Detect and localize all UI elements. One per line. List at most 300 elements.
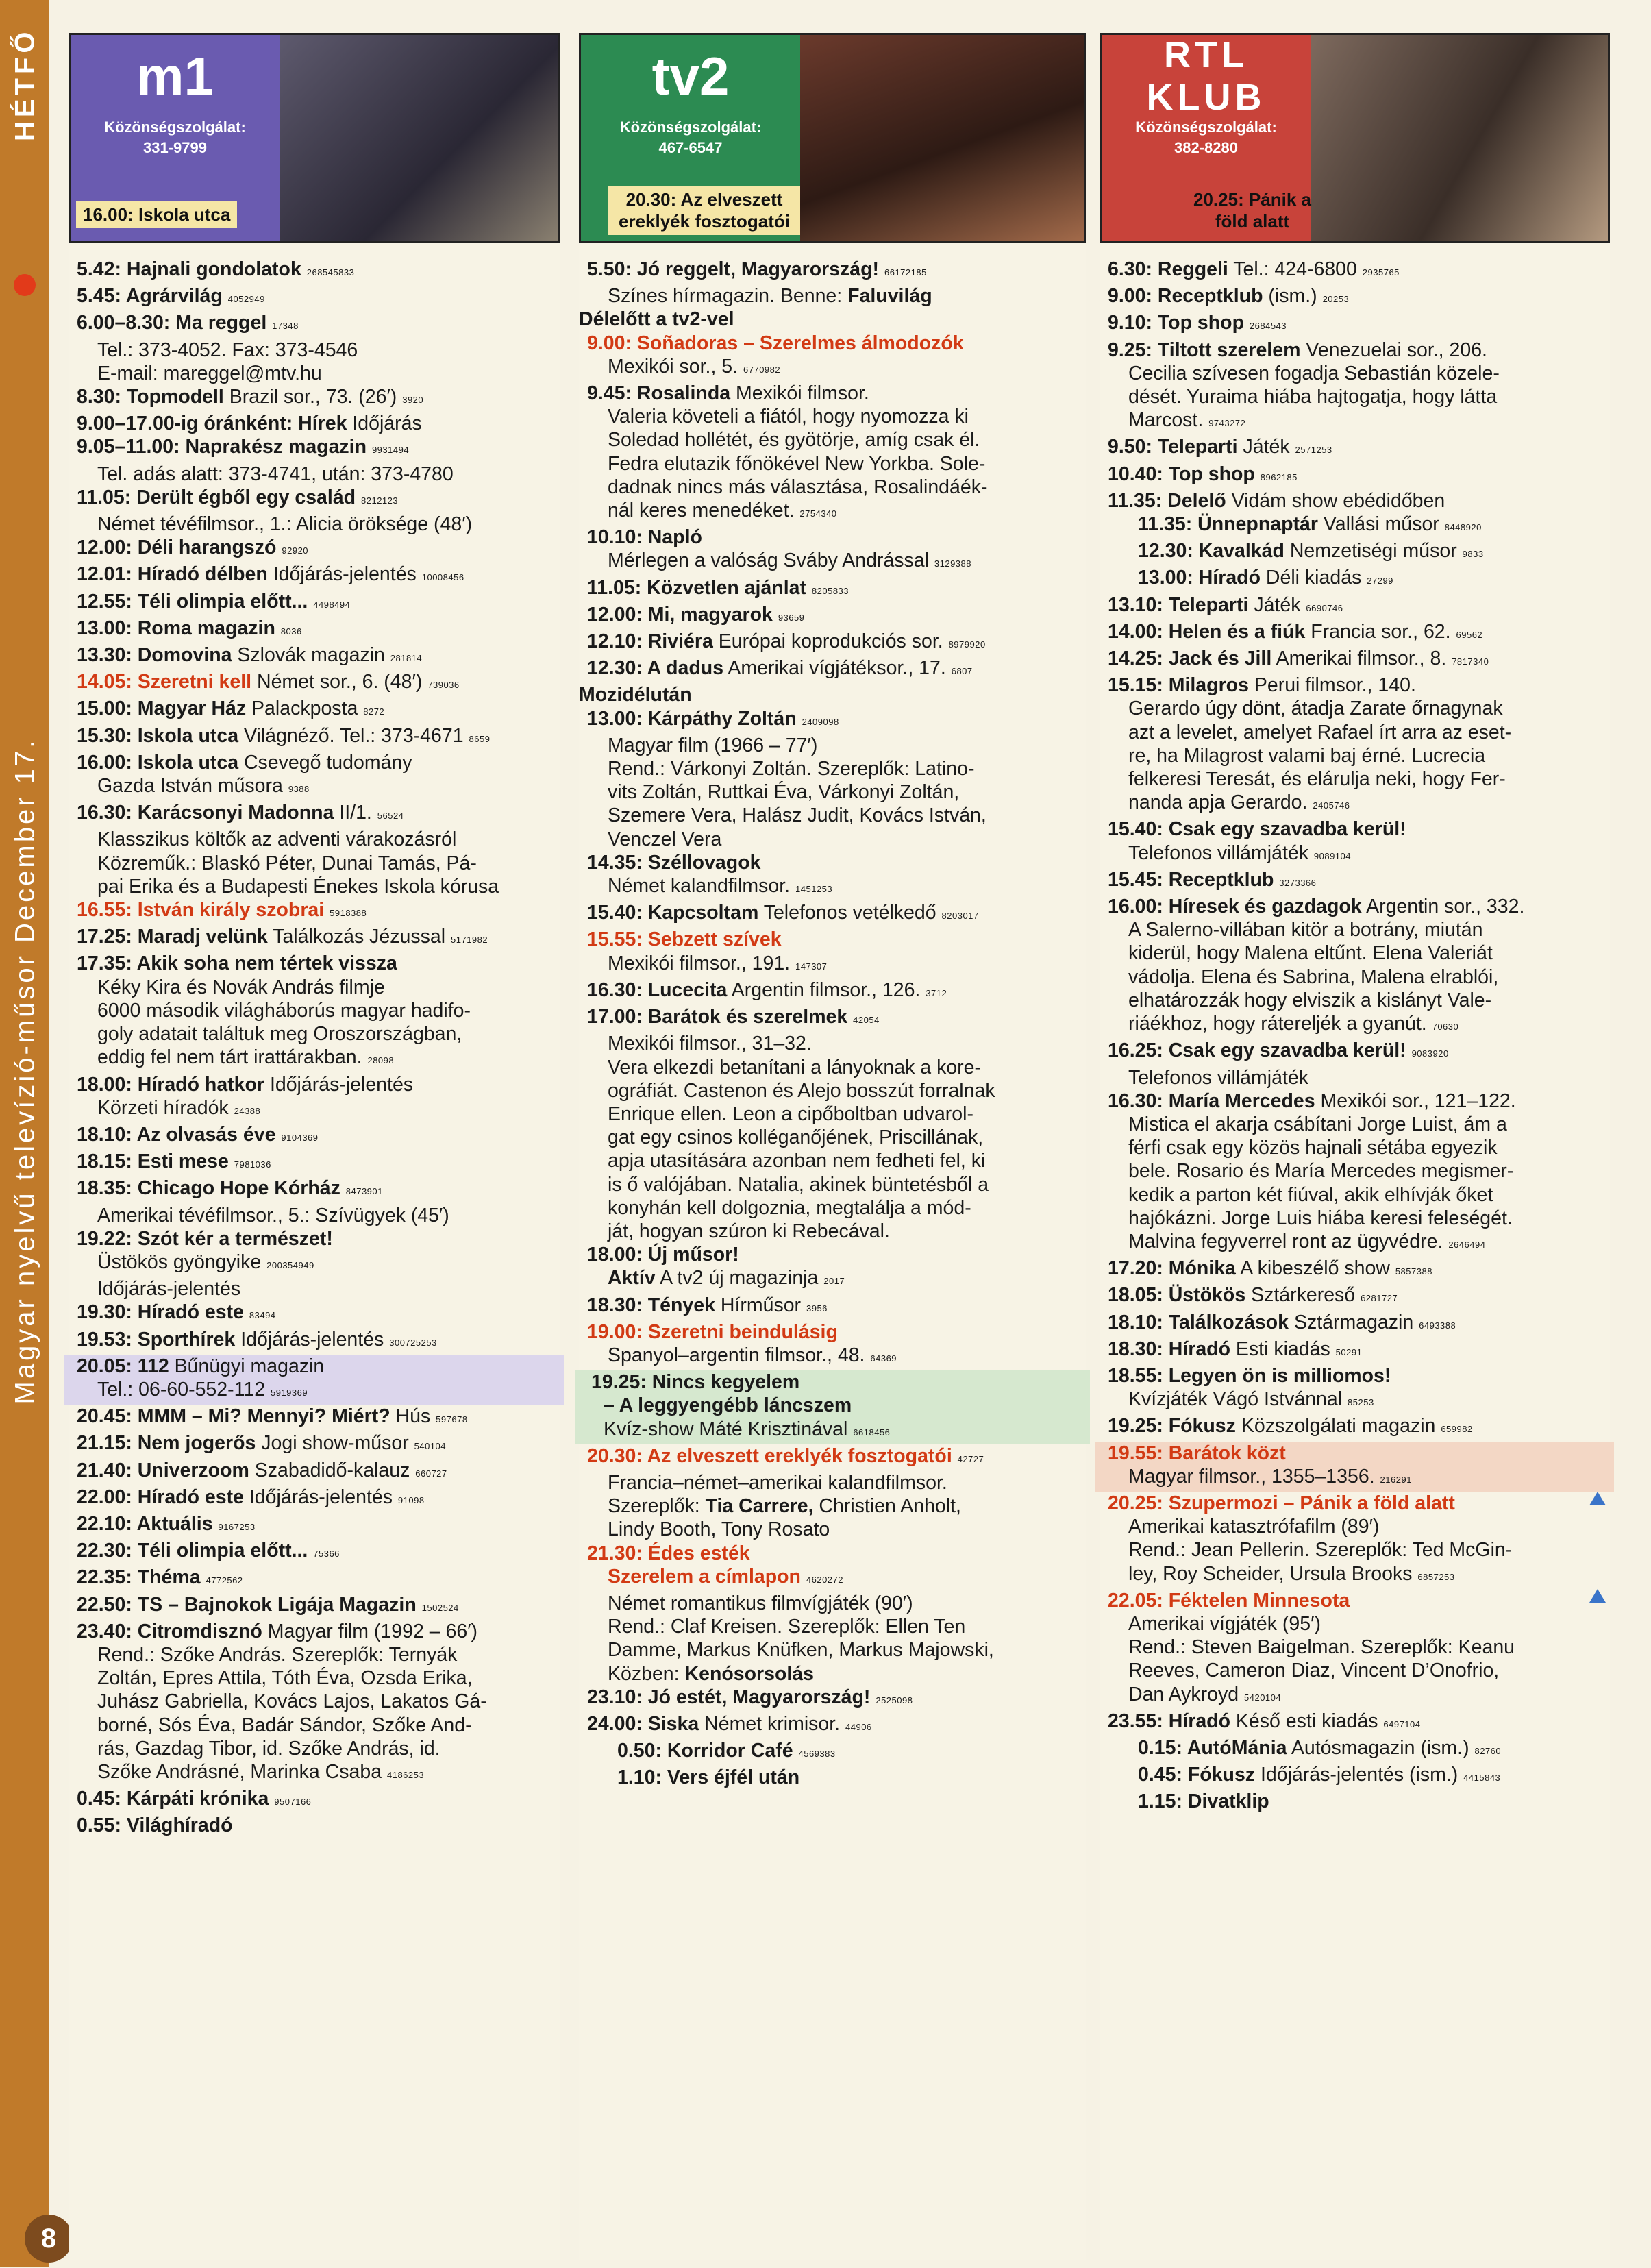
program-entry (69, 1512, 560, 1539)
program-entry (69, 1737, 560, 1760)
program-title: 12.00: Déli harangszó (77, 537, 277, 559)
program-description: Szlovák magazin (237, 644, 385, 667)
program-title: 11.35: Ünnepnaptár (1138, 513, 1318, 536)
program-description: Cecilia szívesen fogadja Sebastián közele- (1128, 362, 1500, 384)
program-description: E-mail: mareggel@mtv.hu (97, 362, 322, 384)
program-entry (69, 1431, 560, 1458)
channel-logo: m1 (136, 45, 214, 106)
program-entry (69, 697, 560, 724)
program-description: Európai koprodukciós sor. (718, 630, 943, 653)
showview-code: 147307 (795, 961, 828, 972)
program-description: Enrique ellen. Leon a cipőboltban udvarol- (608, 1102, 973, 1125)
program-title: 16.00: Híresek és gazdagok (1108, 896, 1362, 918)
program-entry (69, 1277, 560, 1301)
showview-code: 2017 (823, 1276, 845, 1287)
showview-code: 2754340 (799, 508, 837, 519)
program-entry (69, 898, 560, 925)
program-entry (579, 1294, 1086, 1320)
program-entry (1100, 1790, 1610, 1813)
program-description: re, ha Milagrost valami baj érné. Lucrecia (1128, 744, 1486, 767)
program-entry (1100, 647, 1610, 674)
program-description: Rend.: Szőke András. Szereplők: Ternyák (97, 1643, 458, 1666)
program-entry (1100, 1283, 1610, 1310)
program-description: Színes hírmagazin. Benne: (608, 285, 843, 308)
program-description: Damme, Markus Knüfken, Markus Majowski, (608, 1639, 994, 1662)
program-entry (579, 757, 1086, 780)
program-description: férfi csak egy közös hajnali sétába egyezik (1128, 1137, 1498, 1159)
program-description: Marcost. (1128, 409, 1204, 432)
showview-code: 8036 (280, 626, 302, 637)
program-entry (1100, 385, 1610, 408)
program-entry (579, 1662, 1086, 1686)
showview-code: 20253 (1322, 294, 1350, 305)
program-entry (579, 308, 1086, 331)
program-entry (579, 1266, 1086, 1293)
program-entry (69, 1150, 560, 1176)
program-title: 8.30: Topmodell (77, 386, 224, 408)
program-entry (1100, 895, 1610, 918)
program-description: Mérlegen a valóság Sváby Andrással (608, 550, 929, 572)
program-entry (1100, 435, 1610, 462)
program-entry (69, 1046, 560, 1072)
program-title: 9.45: Rosalinda (587, 382, 731, 405)
program-entry (1100, 1311, 1610, 1338)
showview-code: 9388 (288, 784, 310, 795)
program-title: 5.42: Hajnali gondolatok (77, 258, 301, 280)
program-description: gat egy csinos kolléganőjének, Priscillának, (608, 1126, 984, 1149)
program-entry (1100, 1364, 1610, 1388)
program-description: Esti kiadás (1235, 1338, 1330, 1360)
program-description: Kvízjáték Vágó Istvánnal (1128, 1388, 1343, 1411)
showview-code: 216291 (1380, 1474, 1412, 1485)
program-title: 22.35: Théma (77, 1566, 201, 1589)
program-title: 12.10: Riviéra (587, 630, 713, 653)
program-title: 0.15: AutóMánia (1138, 1736, 1287, 1759)
program-entry (579, 405, 1086, 428)
program-description: vádolja. Elena és Sabrina, Malena elrablói, (1128, 965, 1499, 988)
showview-code: 268545833 (306, 267, 355, 278)
showview-code: 200354949 (266, 1259, 314, 1270)
program-description: elhatározzák hogy elviszik a kislányt Vale- (1128, 989, 1492, 1011)
program-description: Szereplők: (608, 1495, 700, 1518)
program-description: borné, Sós Éva, Badár Sándor, Szőke And- (97, 1714, 472, 1736)
showview-code: 17348 (272, 321, 299, 332)
program-description: Tel. adás alatt: 373-4741, után: 373-4780 (97, 463, 454, 485)
program-description: Soledad hollétét, és gyötörje, amíg csak él. (608, 429, 980, 452)
program-entry (69, 284, 560, 311)
program-entry (579, 1494, 1086, 1518)
program-entry (579, 603, 1086, 630)
program-entry (1100, 989, 1610, 1012)
program-entry (1100, 1710, 1610, 1736)
showview-code: 281814 (390, 653, 423, 664)
program-description: Sztárkereső (1251, 1284, 1356, 1307)
program-entry (69, 1787, 560, 1814)
showview-code: 4415843 (1463, 1773, 1501, 1784)
program-entry (1100, 362, 1610, 385)
showview-code: 1451253 (795, 884, 833, 895)
program-entry (1100, 408, 1610, 435)
program-description: Argentin filmsor., 126. (731, 978, 921, 1001)
showview-code: 2525098 (876, 1694, 913, 1705)
program-title: 16.30: María Mercedes (1108, 1089, 1315, 1112)
program-entry (69, 385, 560, 412)
program-entry (579, 1149, 1086, 1172)
program-title: 23.10: Jó estét, Magyarország! (587, 1686, 871, 1708)
showview-code: 4052949 (227, 294, 265, 305)
service-label: Közönségszolgálat: (104, 119, 246, 136)
program-entry (579, 1344, 1086, 1370)
showview-code: 2409098 (802, 716, 839, 727)
program-entry (1095, 1465, 1614, 1492)
program-entry (1100, 338, 1610, 362)
program-entry (579, 526, 1086, 549)
program-entry (579, 1712, 1086, 1739)
program-description: azt a levelet, amelyet Rafael írt arra az eset- (1128, 721, 1512, 743)
program-description: Időjárás-jelentés (240, 1328, 384, 1351)
program-entry (69, 724, 560, 751)
program-entry (579, 1032, 1086, 1055)
showview-code: 2646494 (1448, 1239, 1486, 1250)
program-description: Időjárás (352, 412, 422, 435)
program-entry (579, 258, 1086, 284)
program-entry (64, 1378, 564, 1405)
showview-code: 42054 (853, 1015, 880, 1026)
program-description: Autósmagazin (ism.) (1291, 1736, 1469, 1759)
program-title: 9.00: Receptklub (1108, 285, 1263, 308)
program-title: 21.40: Univerzoom (77, 1459, 249, 1481)
service-phone: 467-6547 (658, 139, 723, 156)
program-title: 24.00: Siska (587, 1712, 699, 1735)
program-entry (69, 1814, 560, 1837)
program-title: 22.00: Híradó este (77, 1486, 244, 1508)
program-description: vits Zoltán, Ruttkai Éva, Várkonyi Zoltán, (608, 781, 960, 804)
program-entry (579, 630, 1086, 656)
program-entry (579, 780, 1086, 804)
program-title: – A leggyengébb láncszem (604, 1394, 852, 1417)
program-title: 19.00: Szeretni beindulásig (587, 1320, 838, 1343)
showview-code: 5171982 (451, 935, 488, 946)
program-description: Rend.: Steven Baigelman. Szereplők: Keanu (1128, 1636, 1515, 1659)
program-entry (69, 801, 560, 828)
program-title: 11.05: Közvetlen ajánlat (587, 576, 806, 599)
program-entry (64, 1355, 564, 1378)
program-title: 15.40: Kapcsoltam (587, 902, 759, 924)
showview-code: 3129388 (934, 558, 971, 569)
program-description: Tel.: 06-60-552-112 (97, 1378, 266, 1401)
program-entry (69, 1566, 560, 1592)
program-entry (1100, 1562, 1610, 1589)
program-list (579, 243, 1086, 1790)
program-entry (1100, 1066, 1610, 1089)
program-title: 15.15: Milagros (1108, 674, 1249, 697)
program-entry (69, 643, 560, 670)
program-title: 12.30: Kavalkád (1138, 540, 1284, 563)
program-title: 18.30: Tények (587, 1294, 715, 1316)
program-title: 11.05: Derült égből egy család (77, 486, 356, 508)
program-entry (579, 1320, 1086, 1344)
program-description: Malvina fegyverrel ront az ügyvédre. (1128, 1230, 1443, 1253)
program-entry (1095, 1442, 1614, 1465)
program-description: Amerikai filmsor., 8. (1276, 648, 1447, 670)
program-description: Mexikói sor., 5. (608, 355, 738, 378)
program-entry (69, 952, 560, 975)
program-title: 15.00: Magyar Ház (77, 698, 247, 720)
program-entry (579, 1173, 1086, 1196)
program-entry (579, 734, 1086, 757)
showview-code: 660727 (415, 1468, 447, 1479)
program-title: 13.30: Domovina (77, 644, 232, 667)
showview-code: 6281727 (1361, 1293, 1398, 1304)
program-entry (579, 928, 1086, 951)
program-entry (1100, 258, 1610, 284)
program-entry (1100, 1414, 1610, 1441)
program-entry (579, 1518, 1086, 1541)
program-description: 6000 második világháborús magyar hadifo- (97, 999, 471, 1022)
program-entry (69, 1643, 560, 1666)
showview-code: 3273366 (1279, 877, 1317, 888)
program-entry (579, 1766, 1086, 1789)
red-dot-icon (14, 274, 36, 296)
program-list (1100, 243, 1610, 1814)
program-description: Időjárás-jelentés (269, 1073, 414, 1096)
program-entry (579, 1592, 1086, 1615)
program-title: 23.40: Citromdisznó (77, 1620, 262, 1642)
showview-code: 8205833 (811, 585, 849, 596)
program-description: kiderül, hogy Malena eltűnt. Elena Valeriát (1128, 942, 1493, 965)
program-entry (69, 1096, 560, 1123)
program-description: nanda apja Gerardo. (1128, 791, 1308, 814)
program-title: 9.25: Tiltott szerelem (1108, 338, 1301, 361)
program-title: 19.22: Szót kér a természet! (77, 1227, 333, 1250)
program-title: 19.55: Barátok közt (1108, 1442, 1286, 1464)
program-description: Szemere Vera, Halász Judit, Kovács István, (608, 804, 986, 827)
program-description: Szőke Andrásné, Marinka Csaba (97, 1760, 382, 1783)
program-title: 15.45: Receptklub (1108, 868, 1274, 891)
program-description: Venczel Vera (608, 828, 722, 850)
showview-code: 5857388 (1395, 1266, 1432, 1277)
program-entry (579, 284, 1086, 308)
program-description: is ő valójában. Natalia, akinek büntetésből a (608, 1173, 989, 1196)
program-entry (1100, 1636, 1610, 1659)
program-title: 18.15: Esti mese (77, 1150, 229, 1173)
program-title: 9.50: Teleparti (1108, 436, 1238, 458)
program-description: Közben: (608, 1662, 680, 1685)
program-entry (579, 952, 1086, 978)
program-entry (69, 1593, 560, 1620)
program-description: Vera elkezdi betanítani a lányoknak a kore- (608, 1056, 982, 1078)
program-title: 18.00: Híradó hatkor (77, 1073, 265, 1096)
program-description: Mistica el akarja csábítani Jorge Luist, ám a (1128, 1113, 1507, 1135)
program-entry (575, 1394, 1090, 1417)
showview-code: 5420104 (1244, 1692, 1282, 1703)
program-title: 15.30: Iskola utca (77, 724, 239, 747)
program-entry (579, 1739, 1086, 1766)
program-entry (69, 486, 560, 513)
program-title: 9.10: Top shop (1108, 312, 1244, 334)
program-entry (579, 901, 1086, 928)
program-entry (575, 1370, 1090, 1394)
program-entry (575, 1418, 1090, 1444)
program-title: 20.05: 112 (77, 1355, 169, 1377)
program-entry (1100, 868, 1610, 895)
program-description: Mexikói sor., 121–122. (1320, 1089, 1516, 1112)
program-title: 13.00: Híradó (1138, 567, 1261, 589)
program-entry (1100, 965, 1610, 989)
program-description: eddig fel nem tárt irattárakban. (97, 1046, 362, 1069)
program-entry (1100, 539, 1610, 566)
showview-code: 9083920 (1411, 1048, 1449, 1059)
showview-code: 82760 (1474, 1745, 1502, 1756)
program-description: Jogi show-műsor (261, 1432, 409, 1455)
program-description: Rend.: Várkonyi Zoltán. Szereplők: Latino- (608, 758, 975, 780)
program-entry (69, 875, 560, 898)
program-title: 0.45: Kárpáti krónika (77, 1788, 269, 1810)
showview-code: 10008456 (421, 572, 464, 583)
program-entry (69, 1227, 560, 1250)
program-title: 19.25: Nincs kegyelem (591, 1371, 800, 1394)
service-phone: 382-8280 (1174, 139, 1238, 156)
program-entry (1100, 1388, 1610, 1414)
program-description: rás, Gazdag Tibor, id. Szőke András, id. (97, 1737, 440, 1760)
program-entry (69, 751, 560, 774)
program-entry (69, 1123, 560, 1150)
program-entry (69, 1690, 560, 1713)
program-entry (579, 428, 1086, 452)
program-description: Brazil sor., 73. (26′) (229, 386, 397, 408)
program-description: Hús (395, 1405, 431, 1428)
promo-caption: 16.00: Iskola utca (76, 201, 237, 228)
program-entry (579, 1102, 1086, 1126)
program-entry (69, 1486, 560, 1512)
program-entry (579, 1005, 1086, 1032)
program-entry (579, 576, 1086, 603)
program-highlight: Faluvilág (847, 285, 932, 308)
program-entry (1100, 566, 1610, 593)
program-entry (1100, 1492, 1610, 1515)
program-description: Lindy Booth, Tony Rosato (608, 1518, 830, 1541)
program-description: (ism.) (1268, 285, 1317, 308)
showview-code: 9833 (1462, 549, 1484, 560)
program-description: A kibeszélő show (1240, 1257, 1390, 1280)
day-label: HÉTFŐ (10, 27, 40, 142)
program-description: Déli kiadás (1265, 567, 1362, 589)
showview-code: 5919369 (270, 1387, 308, 1398)
program-title: 10.10: Napló (587, 526, 702, 549)
program-entry (1100, 1230, 1610, 1257)
program-entry (69, 1714, 560, 1737)
side-band (0, 0, 49, 2267)
program-title: 9.05–11.00: Naprakész magazin (77, 436, 367, 458)
program-title: 22.10: Aktuális (77, 1512, 213, 1535)
channel-header (1100, 33, 1610, 243)
showview-code: 66172185 (884, 267, 927, 278)
program-entry (69, 1250, 560, 1277)
program-title: 13.10: Teleparti (1108, 593, 1249, 616)
program-entry (579, 1471, 1086, 1494)
program-description: Valeria követeli a fiától, hogy nyomozza ki (608, 406, 969, 428)
program-description: ográfiát. Castenon és Alejo bosszút forralnak (608, 1079, 995, 1102)
program-entry (579, 1615, 1086, 1638)
program-description: Üstökös gyöngyike (97, 1250, 262, 1273)
showview-code: 4498494 (313, 599, 351, 610)
program-entry (1100, 1183, 1610, 1207)
program-description: Játék (1243, 436, 1290, 458)
program-title: 17.00: Barátok és szerelmek (587, 1006, 848, 1028)
program-title: 22.50: TS – Bajnokok Ligája Magazin (77, 1593, 417, 1616)
program-entry (69, 1204, 560, 1227)
program-title: 1.15: Divatklip (1138, 1790, 1269, 1813)
showview-code: 6807 (951, 666, 973, 677)
program-description: Telefonos vetélkedő (763, 902, 936, 924)
showview-code: 4772562 (206, 1575, 243, 1586)
program-entry (69, 828, 560, 851)
channel-column-tv2 (579, 33, 1086, 2260)
showview-code: 3956 (806, 1303, 828, 1314)
program-entry (579, 683, 1086, 706)
showview-code: 540104 (414, 1441, 446, 1452)
program-description: kedik a parton két fiúval, akik elhívják őket (1128, 1183, 1493, 1206)
showview-code: 4186253 (386, 1769, 425, 1780)
program-entry (579, 1686, 1086, 1712)
program-title: 15.55: Sebzett szívek (587, 928, 782, 951)
program-description: konyhán kell dolgoznia, megtalálja a mód- (608, 1196, 971, 1219)
showview-code: 3712 (926, 987, 947, 998)
program-description: Időjárás-jelentés (249, 1486, 393, 1508)
showview-code: 69562 (1456, 629, 1483, 640)
program-description: Tel.: 373-4052. Fax: 373-4546 (97, 338, 358, 361)
program-description: Gerardo úgy dönt, átadja Zarate őrnagynak (1128, 698, 1503, 720)
program-title: 21.30: Édes esték (587, 1542, 750, 1564)
program-entry (69, 513, 560, 536)
program-description: Tel.: 424-6800 (1233, 258, 1357, 280)
program-description: II/1. (339, 802, 372, 824)
program-description: Sztármagazin (1293, 1311, 1414, 1333)
program-title: 16.00: Iskola utca (77, 751, 239, 774)
program-highlight: Tia Carrere, (705, 1495, 814, 1518)
program-title: 20.30: Az elveszett ereklyék fosztogatói (587, 1444, 952, 1467)
program-entry (1100, 674, 1610, 697)
program-title: 14.25: Jack és Jill (1108, 648, 1272, 670)
program-description: Vallási műsor (1323, 513, 1439, 536)
program-description: Palackposta (251, 698, 358, 720)
program-description: Hírműsor (720, 1294, 802, 1316)
program-description: Spanyol–argentin filmsor., 48. (608, 1344, 865, 1366)
channel-header (69, 33, 560, 243)
program-description: Német krimisor. (704, 1712, 841, 1735)
program-entry (69, 1666, 560, 1690)
promo-caption: 20.30: Az elveszett ereklyék fosztogatói (608, 186, 800, 235)
program-description: Közszolgálati magazin (1241, 1415, 1436, 1438)
program-entry (1100, 620, 1610, 647)
program-description: apja utasítására azonban nem fedheti fel, ki (608, 1150, 986, 1172)
program-entry (69, 1405, 560, 1431)
showview-code: 42727 (957, 1453, 984, 1464)
service-label: Közönségszolgálat: (1135, 119, 1277, 136)
program-entry (1100, 941, 1610, 965)
program-entry (579, 1638, 1086, 1662)
program-entry (579, 499, 1086, 526)
program-entry (69, 1760, 560, 1787)
program-title: 14.35: Széllovagok (587, 851, 761, 874)
program-title: 16.55: István király szobrai (77, 899, 325, 922)
program-entry (579, 1542, 1086, 1565)
program-entry (1100, 744, 1610, 767)
showview-code: 9089104 (1313, 850, 1352, 861)
program-description: goly adatait találtuk meg Oroszországban, (97, 1023, 462, 1046)
program-description: Magyar filmsor., 1355–1356. (1128, 1465, 1375, 1488)
channel-column-m1 (69, 33, 560, 2260)
